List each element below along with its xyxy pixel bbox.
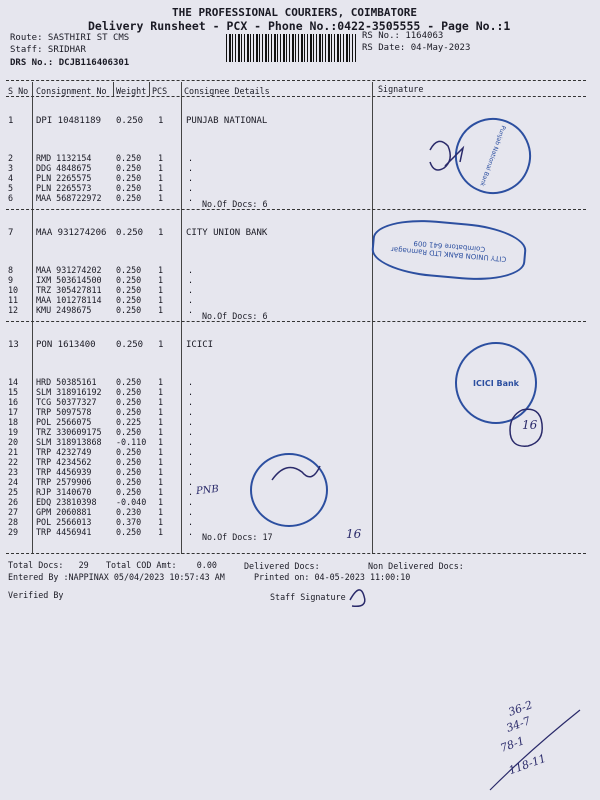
row-pcs: 1	[158, 265, 164, 275]
staff-signature-mark	[350, 590, 365, 606]
row-consignment: SLM 318913868	[36, 437, 102, 447]
row-pcs: 1	[158, 457, 164, 467]
consignee-name: ICICI	[186, 340, 214, 350]
col-consignee: Consignee Details	[184, 86, 270, 96]
row-weight: 0.225	[116, 417, 142, 427]
col-consignment: Consignment No	[36, 86, 107, 96]
row-weight: 0.230	[116, 507, 142, 517]
calc-line-2: 34-7	[504, 714, 533, 735]
staff-signature: Staff Signature	[270, 592, 346, 602]
row-pcs: 1	[158, 527, 164, 537]
col-sno: S No	[8, 86, 29, 96]
row-dot: .	[188, 497, 194, 507]
row-dot: .	[188, 417, 194, 427]
row-pcs: 1	[158, 517, 164, 527]
row-sno: 22	[8, 457, 19, 467]
icici-stamp-text: ICICI Bank	[473, 378, 519, 388]
row-pcs: 1	[158, 163, 164, 173]
row-weight: 0.250	[116, 447, 142, 457]
row-weight: 0.250	[116, 305, 142, 315]
row-pcs: 1	[158, 467, 164, 477]
calc-line-4: 118-11	[506, 751, 548, 778]
row-dot: .	[188, 407, 194, 417]
icici-signature	[272, 466, 320, 480]
row-dot: .	[188, 447, 194, 457]
delivered-docs: Delivered Docs:	[244, 561, 320, 571]
runsheet-title: Delivery Runsheet - PCX - Phone No.:0422-3505555 - Page No.:1	[88, 19, 511, 33]
row-dot: .	[188, 387, 194, 397]
row-pcs: 1	[158, 305, 164, 315]
row-dot: .	[188, 397, 194, 407]
row-weight: 0.250	[116, 265, 142, 275]
row-pcs: 1	[158, 387, 164, 397]
row-sno: 25	[8, 487, 19, 497]
row-weight: 0.250	[116, 193, 142, 203]
non-delivered-docs: Non Delivered Docs:	[368, 561, 464, 571]
row-dot: .	[188, 437, 194, 447]
row-pcs: 1	[158, 116, 164, 126]
row-weight: 0.250	[116, 116, 144, 126]
row-pcs: 1	[158, 295, 164, 305]
row-sno: 29	[8, 527, 19, 537]
row-consignment: MAA 101278114	[36, 295, 102, 305]
row-consignment: MAA 931274206	[36, 228, 107, 238]
row-pcs: 1	[158, 427, 164, 437]
row-sno: 1	[8, 116, 14, 126]
no-of-docs: No.Of Docs: 6	[202, 311, 268, 321]
row-weight: 0.250	[116, 285, 142, 295]
pnb-signature	[430, 141, 450, 170]
row-sno: 13	[8, 340, 19, 350]
row-sno: 14	[8, 377, 19, 387]
row-pcs: 1	[158, 228, 164, 238]
row-sno: 2	[8, 153, 14, 163]
row-sno: 4	[8, 173, 14, 183]
row-dot: .	[188, 193, 194, 203]
row-weight: 0.250	[116, 295, 142, 305]
row-sno: 10	[8, 285, 19, 295]
row-consignment: TRP 4456939	[36, 467, 92, 477]
row-weight: 0.250	[116, 387, 142, 397]
row-pcs: 1	[158, 173, 164, 183]
row-weight: 0.250	[116, 397, 142, 407]
row-sno: 27	[8, 507, 19, 517]
row-consignment: RMD 1132154	[36, 153, 92, 163]
row-consignment: GPM 2060881	[36, 507, 92, 517]
pnb-signature-stroke	[445, 148, 463, 166]
row-weight: 0.250	[116, 173, 142, 183]
row-sno: 12	[8, 305, 19, 315]
row-consignment: HRD 50385161	[36, 377, 97, 387]
row-consignment: TRP 5097578	[36, 407, 92, 417]
printed-on: Printed on: 04-05-2023 11:00:10	[254, 572, 411, 582]
row-pcs: 1	[158, 193, 164, 203]
row-weight: 0.250	[116, 163, 142, 173]
verified-by: Verified By	[8, 590, 64, 600]
row-weight: 0.250	[116, 183, 142, 193]
total-cod: Total COD Amt: 0.00	[106, 560, 217, 570]
row-weight: 0.250	[116, 340, 144, 350]
staff-label: Staff: SRIDHAR	[10, 45, 86, 55]
drs-number: DRS No.: DCJB116406301	[10, 58, 130, 68]
row-sno: 23	[8, 467, 19, 477]
row-consignment: DPI 10481189	[36, 116, 102, 126]
row-consignment: MAA 931274202	[36, 265, 102, 275]
row-consignment: TRP 4456941	[36, 527, 92, 537]
row-pcs: 1	[158, 377, 164, 387]
row-dot: .	[188, 507, 194, 517]
row-pcs: 1	[158, 417, 164, 427]
row-weight: 0.250	[116, 457, 142, 467]
row-dot: .	[188, 487, 194, 497]
row-consignment: SLM 318916192	[36, 387, 102, 397]
row-consignment: POL 2566013	[36, 517, 92, 527]
row-sno: 21	[8, 447, 19, 457]
row-pcs: 1	[158, 397, 164, 407]
no-of-docs: No.Of Docs: 17	[202, 532, 273, 542]
row-pcs: 1	[158, 340, 164, 350]
consignee-name: PUNJAB NATIONAL	[186, 116, 268, 126]
col-pcs: PCS	[152, 86, 168, 96]
row-consignment: POL 2566075	[36, 417, 92, 427]
row-weight: 0.250	[116, 467, 142, 477]
row-consignment: DDG 4848675	[36, 163, 92, 173]
row-dot: .	[188, 285, 194, 295]
pnb-stamp-text: Punjab National Bank	[478, 124, 508, 188]
row-weight: 0.250	[116, 377, 142, 387]
circled-count: 16	[522, 418, 538, 432]
calc-line-1: 36-2	[506, 698, 535, 719]
row-consignment: TCG 50377327	[36, 397, 97, 407]
row-sno: 20	[8, 437, 19, 447]
row-sno: 11	[8, 295, 19, 305]
row-consignment: EDQ 23810398	[36, 497, 97, 507]
row-consignment: MAA 568722972	[36, 193, 102, 203]
row-sno: 17	[8, 407, 19, 417]
row-dot: .	[188, 275, 194, 285]
row-consignment: PON 1613400	[36, 340, 96, 350]
row-pcs: 1	[158, 477, 164, 487]
row-sno: 24	[8, 477, 19, 487]
row-sno: 19	[8, 427, 19, 437]
row-sno: 6	[8, 193, 14, 203]
row-weight: -0.040	[116, 497, 147, 507]
row-pcs: 1	[158, 153, 164, 163]
row-pcs: 1	[158, 437, 164, 447]
row-pcs: 1	[158, 497, 164, 507]
row-pcs: 1	[158, 407, 164, 417]
row-dot: .	[188, 265, 194, 275]
row-sno: 18	[8, 417, 19, 427]
row-pcs: 1	[158, 447, 164, 457]
row-consignment: PLN 2265575	[36, 173, 92, 183]
row-sno: 5	[8, 183, 14, 193]
row-dot: .	[188, 183, 194, 193]
row-sno: 3	[8, 163, 14, 173]
col-signature: Signature	[378, 84, 424, 94]
col-weight: Weight	[116, 86, 147, 96]
row-dot: .	[188, 477, 194, 487]
total-docs: Total Docs: 29	[8, 560, 89, 570]
route-label: Route: SASTHIRI ST CMS	[10, 33, 130, 43]
row-weight: 0.250	[116, 477, 142, 487]
row-pcs: 1	[158, 275, 164, 285]
row-consignment: IXM 503614500	[36, 275, 102, 285]
row-pcs: 1	[158, 507, 164, 517]
row-weight: -0.110	[116, 437, 147, 447]
row-dot: .	[188, 457, 194, 467]
row-consignment: TRP 4234562	[36, 457, 92, 467]
row-dot: .	[188, 517, 194, 527]
row-dot: .	[188, 163, 194, 173]
row-sno: 16	[8, 397, 19, 407]
row-weight: 0.370	[116, 517, 142, 527]
row-sno: 9	[8, 275, 14, 285]
row-dot: .	[188, 305, 194, 315]
row-dot: .	[188, 153, 194, 163]
row-consignment: TRP 2579906	[36, 477, 92, 487]
row-sno: 28	[8, 517, 19, 527]
entered-by: Entered By :NAPPINAX 05/04/2023 10:57:43 AM	[8, 572, 225, 582]
calc-line-3: 78-1	[498, 734, 527, 755]
row-weight: 0.250	[116, 153, 142, 163]
row-sno: 8	[8, 265, 14, 275]
row-consignment: RJP 3140670	[36, 487, 92, 497]
consignee-name: CITY UNION BANK	[186, 228, 268, 238]
row-consignment: PLN 2265573	[36, 183, 92, 193]
row-pcs: 1	[158, 285, 164, 295]
cub-stamp-text: CITY UNION BANK LTD Ramnagar Coimbatore 641 009	[390, 238, 507, 264]
row-sno: 26	[8, 497, 19, 507]
row-consignment: TRP 4232749	[36, 447, 92, 457]
company-name: THE PROFESSIONAL COURIERS, COIMBATORE	[172, 6, 418, 19]
row-pcs: 1	[158, 183, 164, 193]
row-weight: 0.250	[116, 228, 144, 238]
no-of-docs: No.Of Docs: 6	[202, 199, 268, 209]
row-consignment: KMU 2498675	[36, 305, 92, 315]
row-dot: .	[188, 295, 194, 305]
row-weight: 0.250	[116, 487, 142, 497]
row-sno: 15	[8, 387, 19, 397]
row-consignment: TRZ 330609175	[36, 427, 102, 437]
row-dot: .	[188, 467, 194, 477]
row-weight: 0.250	[116, 527, 142, 537]
row-sno: 7	[8, 228, 14, 238]
row-dot: .	[188, 377, 194, 387]
pnb-note: PNB	[195, 483, 220, 498]
row-dot: .	[188, 173, 194, 183]
row-consignment: TRZ 305427811	[36, 285, 102, 295]
row-weight: 0.250	[116, 427, 142, 437]
row-weight: 0.250	[116, 275, 142, 285]
row-dot: .	[188, 527, 194, 537]
count-note: 16	[346, 527, 362, 541]
row-dot: .	[188, 427, 194, 437]
row-pcs: 1	[158, 487, 164, 497]
rs-number: RS No.: 1164063	[362, 31, 444, 41]
row-weight: 0.250	[116, 407, 142, 417]
rs-date: RS Date: 04-May-2023	[362, 43, 471, 53]
